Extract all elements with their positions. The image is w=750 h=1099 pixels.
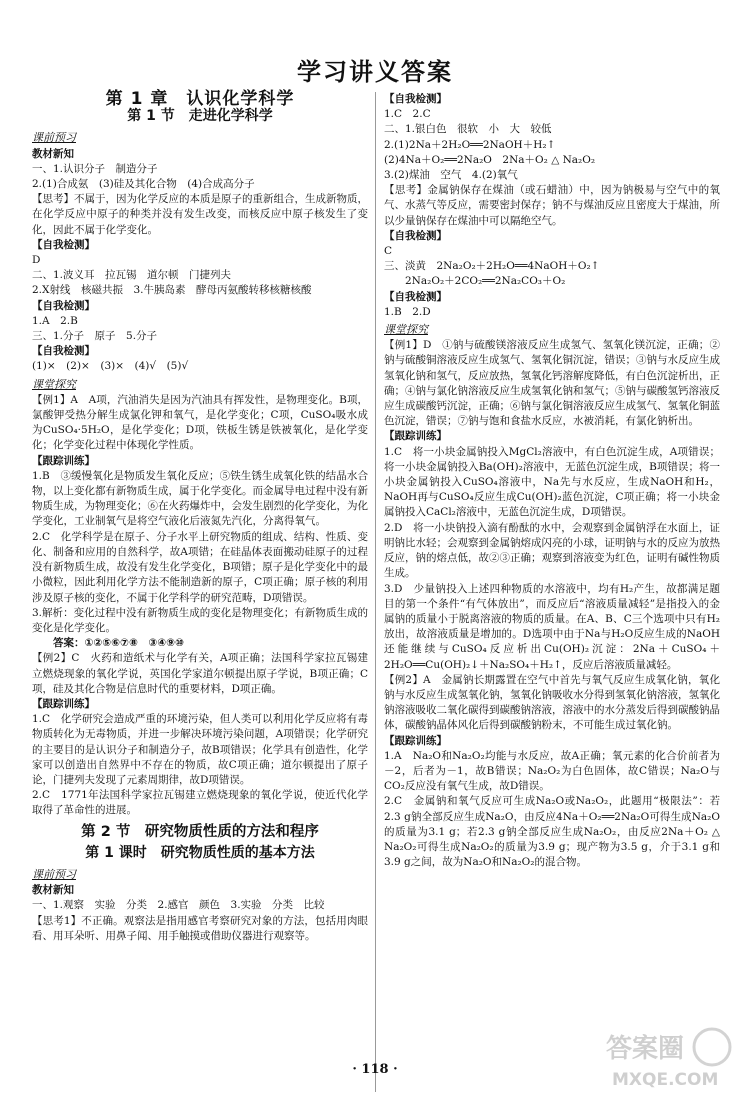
bold-label: 【跟踪训练】 [384,734,447,747]
bold-label: 【自我检测】 [32,299,95,312]
bold-label: 教材新知 [32,884,74,897]
subsection-label: 课前预习 [32,867,76,881]
bold-label: 【自我检测】 [32,345,95,358]
answer-text: 【例1】D ①钠与硫酸镁溶液反应生成氢气、氢氧化镁沉淀，正确；②钠与硫酸铜溶液反应生成氢气、氢氧化铜沉淀，错误；③钠与水反应生成氢氧化钠和氢气，反应放热，氢氧化钙溶解度降低，有白色沉淀析出，正确；④钠与氯化钠溶液反应生成氢氧化钠和氢气；⑤钠与碳酸氢钙溶液反应生成碳酸钙沉淀，正确；⑥钠与氯化铜溶液反应生成氢气、氢氧化铜蓝色沉淀，错误；⑦钠与饱和食盐水反应，水被消耗，有氯化钠析出。 [384,339,720,428]
answer-text: 三、1.分子 原子 5.分子 [32,330,158,343]
answer-text: 3.(2)煤油 空气 4.(2)氧气 [384,169,518,182]
watermark-text-1: 答案圈 [606,1034,685,1064]
answer-text: 2.C 化学科学是在原子、分子水平上研究物质的组成、结构、性质、变化、制备和应用的自然科学，故A项错；在硅晶体表面搬动硅原子的过程没有新物质生成，故没有发生化学变化，B项错；原子是化学变化中的最小微粒，因此利用化学方法不能制造新的原子，C项正确；原子核的利用涉及原子核的变化，不属于化学科学的研究范畴，D项错误。 [32,530,368,604]
bold-label: 教材新知 [32,147,74,160]
column-divider [375,92,376,1092]
answer-text: 3.解析：变化过程中没有新物质生成的变化是物理变化；有新物质生成的变化是化学变化。 [32,606,368,634]
answer-text: 【例2】A 金属钠长期露置在空气中首先与氧气反应生成氧化钠，氧化钠与水反应生成氢氧化钠，氢氧化钠吸收水分得到氢氧化钠溶液，氢氧化钠溶液吸收二氧化碳得到碳酸钠溶液，溶液中的水分蒸发后得到碳酸钠晶体，碳酸钠晶体风化后得到碳酸钠粉末，不可能生成过氧化钠。 [384,673,720,732]
section-heading-1: 第 1 节 走进化学科学 [127,108,273,125]
answer-text: 一、1.认识分子 制造分子 [32,162,158,175]
subsection-label: 课前预习 [32,131,76,145]
answer-text: 2.C 1771年法国科学家拉瓦锡建立燃烧现象的氧化学说，使近代化学取得了革命性的进展。 [32,789,368,817]
bold-label: 【自我检测】 [384,93,447,105]
answer-text: 三、淡黄 2Na₂O₂＋2H₂O══4NaOH＋O₂↑ [384,260,600,273]
answer-text: (1)× (2)× (3)× (4)√ (5)√ [32,360,189,373]
answer-text: (2)4Na＋O₂══2Na₂O 2Na＋O₂ △ Na₂O₂ [384,153,596,166]
answer-text: 1.C 将一小块金属钠投入MgCl₂溶液中，有白色沉淀生成，A项错误；将一小块金属钠投入Ba(OH)₂溶液中，无蓝色沉淀生成，B项错误；将一小块金属钠投入CuSO₄溶液中，Na先与水反应，生成NaOH和H₂，NaOH再与CuSO₄反应生成Cu(OH)₂蓝色沉淀，C项正确；将一小块金属钠投入CaCl₂溶液中，无蓝色沉淀生成，D项错误。 [384,445,720,519]
answer-text: 一、1.观察 实验 分类 2.感官 颜色 3.实验 分类 比较 [32,899,325,912]
lesson-heading: 第 1 课时 研究物质性质的基本方法 [85,844,315,861]
answer-text: 2.(1)合成氨 (3)硅及其化合物 (4)合成高分子 [32,178,255,191]
answer-text: 1.C 2.C [384,108,431,121]
answer-text: 1.C 化学研究会造成严重的环境污染，但人类可以利用化学反应将有毒物质转化为无毒物质，并进一步解决环境污染问题，A项错误；化学研究的主要目的是认识分子和制造分子，故B项错误；化学具有创造性，化学家可以创造出自然界中不存在的物质，故C项正确；道尔顿提出了原子论，门捷列夫发现了元素周期律，故D项错误。 [32,713,368,786]
page-title: 学习讲义答案 [297,58,453,86]
bold-label: 答案：①②⑤⑥⑦⑧ ③④⑨⑩ [32,637,184,650]
answer-text: 2.X射线 核磁共振 3.牛胰岛素 酵母丙氨酸转移核糖核酸 [32,284,312,297]
answer-text: 1.B ③缓慢氧化是物质发生氧化反应；⑤铁生锈生成氧化铁的结晶水合物，以上变化都有新物质生成，属于化学变化。而金属导电过程中没有新物质生成，为物理变化；⑥在火药爆炸中，会发生剧烈的化学变化，为化学变化，工业制氧气是将空气液化后液氮先汽化，分离得氧气。 [32,469,368,528]
answer-text: C [384,245,393,258]
answer-text: 二、1.银白色 很软 小 大 较低 [384,123,552,136]
right-column [384,92,720,870]
bold-label: 【跟踪训练】 [384,430,447,443]
answer-text: 【思考1】不正确。观察法是指用感官考察研究对象的方法，包括用肉眼看、用耳朵听、用鼻子闻、用手触摸或借助仪器进行观察等。 [32,914,368,942]
answer-text: 2Na₂O₂＋2CO₂══2Na₂CO₃＋O₂ [384,275,566,288]
answer-text: 【思考】金属钠保存在煤油（或石蜡油）中，因为钠极易与空气中的氧气、水蒸气等反应，需要密封保存；钠不与煤油反应且密度大于煤油，所以少量钠保存在煤油中可以隔绝空气。 [384,184,720,227]
answer-text: 1.B 2.D [384,305,431,318]
answer-text: 【思考】不属于，因为化学反应的本质是原子的重新组合，生成新物质，在化学反应中原子的种类并没有发生改变，而核反应中原子核发生了变化，因此不属于化学变化。 [32,193,368,236]
bold-label: 【跟踪训练】 [32,697,95,710]
left-content [32,130,368,818]
answer-text: 二、1.波义耳 拉瓦锡 道尔顿 门捷列夫 [32,269,232,282]
section-heading-2: 第 2 节 研究物质性质的方法和程序 [81,823,319,840]
bold-label: 【跟踪训练】 [32,454,95,467]
subsection-label: 课堂探究 [384,323,428,337]
right-content [384,92,720,870]
answer-text: 3.D 少量钠投入上述四种物质的水溶液中，均有H₂产生，故都满足题目的第一个条件“有气体放出”，而反应后“溶液质量减轻”是指投入的金属钠的质量小于脱离溶液的物质的质量。在A、B、C三个选项中只有H₂放出，故溶液质量是增加的。D选项中由于Na与H₂O反应生成的NaOH还能继续与CuSO₄反应析出Cu(OH)₂沉淀：2Na＋CuSO₄＋2H₂O══Cu(OH)₂↓＋Na₂SO₄＋H₂↑，反应后溶液质量减轻。 [384,582,720,671]
answer-text: 【例2】C 火药和造纸术与化学有关，A项正确；法国科学家拉瓦锡建立燃烧现象的氧化学说，英国化学家道尔顿提出原子学说，B项正确；C项，硅及其化合物是信息时代的重要材料，D项正确。 [32,652,368,695]
watermark-logo [602,1023,742,1093]
bold-label: 【自我检测】 [384,229,447,242]
answer-text: 1.A 2.B [32,314,78,327]
answer-text: 2.(1)2Na＋2H₂O══2NaOH＋H₂↑ [384,138,556,151]
answer-text: D [32,254,41,267]
bold-label: 【自我检测】 [32,238,95,251]
left-column [32,89,368,944]
watermark-text-2: MXQE.COM [612,1070,719,1090]
page-number: · 118 · [352,1062,398,1077]
answer-text: 2.C 金属钠和氧气反应可生成Na₂O或Na₂O₂，此题用“极限法”：若2.3 g钠全部反应生成Na₂O，由反应4Na＋O₂══2Na₂O可得生成Na₂O的质量为3.1 g；若2.3 g钠全部反应生成Na₂O₂，由反应2Na＋O₂ △ Na₂O₂可得生成Na₂O₂的质量为3.9 g；现产物为3.5 g，介于3.1 g和3.9 g之间，故为Na₂O和Na₂O₂的混合物。 [384,795,720,869]
answer-text: 1.A Na₂O和Na₂O₂均能与水反应，故A正确；氧元素的化合价前者为－2，后者为－1，故B错误；Na₂O₂为白色固体，故C错误；Na₂O与CO₂反应没有氧气生成，故D错误。 [384,749,720,793]
subsection-label: 课堂探究 [32,377,76,391]
answer-text: 2.D 将一小块钠投入滴有酚酞的水中，会观察到金属钠浮在水面上，证明钠比水轻；会观察到金属钠熔成闪亮的小球，证明钠与水的反应为放热反应，钠的熔点低，故②③正确；观察到溶液变为红色，证明有碱性物质生成。 [384,521,720,580]
bold-label: 【自我检测】 [384,290,447,303]
chapter-heading: 第 1 章 认识化学科学 [105,89,295,109]
left-content-2 [32,867,368,944]
answer-text: 【例1】A A项，汽油消失是因为汽油具有挥发性，是物理变化。B项，氯酸钾受热分解生成氯化钾和氧气，是化学变化；C项，CuSO₄吸水成为CuSO₄·5H₂O，是化学变化；D项，铁板生锈是铁被氧化，是化学变化；化学变化过程中体现化学性质。 [32,393,368,452]
